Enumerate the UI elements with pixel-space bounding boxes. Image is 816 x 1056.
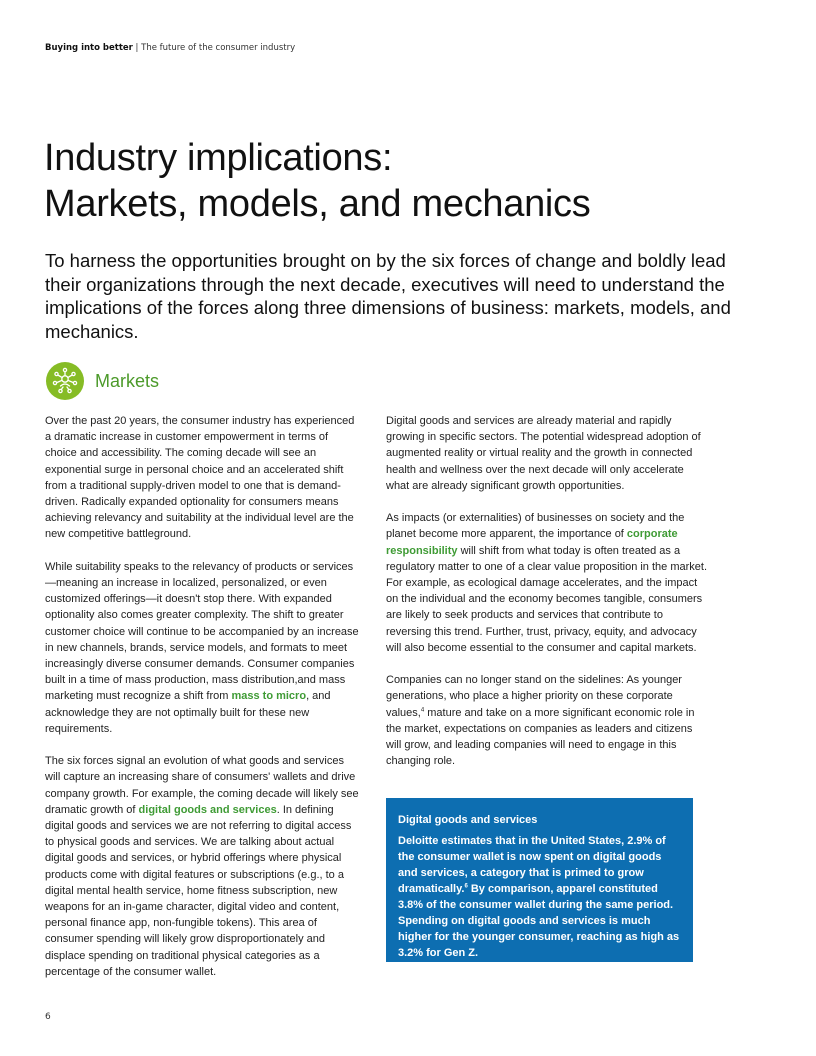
page-title-line-2: Markets, models, and mechanics bbox=[44, 183, 591, 225]
left-column bbox=[45, 413, 360, 996]
header-separator: | bbox=[135, 43, 139, 53]
body-paragraph: Companies can no longer stand on the sidelines: As younger generations, who place a higher priority on these corporate values,$^4$ mature and take on a more significant economic role in the market, expectations on companies as leaders and citizens will grow, and leading companies will need to engage in this changing role. bbox=[386, 674, 695, 768]
body-paragraph: Digital goods and services are already material and rapidly growing in specific sectors. The potential widespread adoption of augmented reality or virtual reality and the growth in connected health and wellness over the next decade will only accelerate what are already significant growth opportunities. bbox=[386, 415, 701, 492]
body-paragraph: Over the past 20 years, the consumer industry has experienced a dramatic increase in customer empowerment in terms of choice and accessibility. The coming decade will see an exponential surge in personal choice and an accelerated shift from a traditional supply-driven model to one that is demand-driven. Radically expanded optionality for consumers means achieving relevancy and suitability at the individual level are the new competitive battleground. bbox=[45, 415, 355, 541]
intro-paragraph: To harness the opportunities brought on by the six forces of change and boldly lead their organizations through the next decade, executives will need to understand the implications of the forces along three dimensions of business: markets, models, and mechanics. bbox=[45, 250, 731, 343]
right-column bbox=[386, 413, 708, 786]
running-header bbox=[45, 43, 295, 53]
body-paragraph: The six forces signal an evolution of what goods and services will capture an increasing share of consumers' wallets and drive company growth. For example, the coming decade will likely see dramatic growth of digital goods and services. In defining digital goods and services we are not referring to digital access to physical goods and services. We are talking about actual digital goods and services, or hybrid offerings where physical products come with digital features or subscriptions (e.g., to a digital mental health service, home fitness subscription, new weapons for an in-game character, digital video and content, personal finance app, non-fungible tokens). This area of consumer spending will likely grow disproportionately and displace spending on traditional physical categories as a percentage of the consumer wallet. bbox=[45, 755, 359, 978]
markets-network-icon bbox=[46, 362, 84, 400]
highlight-corporate-responsibility: corporate responsibility bbox=[386, 528, 678, 557]
callout-title: Digital goods and services bbox=[398, 814, 538, 826]
body-paragraph: As impacts (or externalities) of businesses on society and the planet become more apparent, the importance of corporate responsibility will shift from what today is often treated as a regulatory matter to one of a clear value proposition in the market. For example, as ecological damage accelerates, and the impact on the individual and the economy becomes tangible, consumers are likely to seek products and services that contribute to reversing this trend. Further, trust, privacy, equity, and advocacy will also become essential to the consumer and capital markets. bbox=[386, 512, 708, 654]
footnote-ref: 6 bbox=[464, 883, 468, 890]
body-paragraph: While suitability speaks to the relevancy of products or services—meaning an increase in localized, personalized, or even customized offerings—it doesn't stop there. With expanded optionality also comes greater complexity. The shift to greater customer choice will continue to be accompanied by an increase in new channels, brands, service models, and formats to meet increasingly diverse consumer demands. Consumer companies built in a time of mass production, mass distribution,and mass marketing must recognize a shift from mass to micro, and acknowledge they are not optimally built for these new requirements. bbox=[45, 560, 359, 735]
callout-body: Deloitte estimates that in the United States, 2.9% of the consumer wallet is now spent on digital goods and services, a category that is primed to grow dramatically.$^6$ By comparison, apparel constituted 3.8% of the consumer wallet during the same period. Spending on digital goods and services is much higher for the younger consumer, reaching as high as 3.2% for Gen Z. bbox=[398, 835, 680, 959]
footnote-ref: 4 bbox=[420, 706, 425, 713]
section-title: Markets bbox=[95, 370, 160, 391]
highlight-digital-goods: digital goods and services bbox=[138, 803, 277, 816]
page-title-line-1: Industry implications: bbox=[44, 137, 393, 179]
page-title bbox=[44, 135, 774, 227]
report-title: Buying into better bbox=[45, 43, 133, 53]
report-subtitle: The future of the consumer industry bbox=[141, 43, 296, 53]
highlight-mass-to-micro: mass to micro bbox=[231, 690, 307, 703]
section-heading bbox=[46, 362, 159, 400]
callout-box bbox=[386, 798, 693, 962]
page-number: 6 bbox=[45, 1012, 51, 1022]
